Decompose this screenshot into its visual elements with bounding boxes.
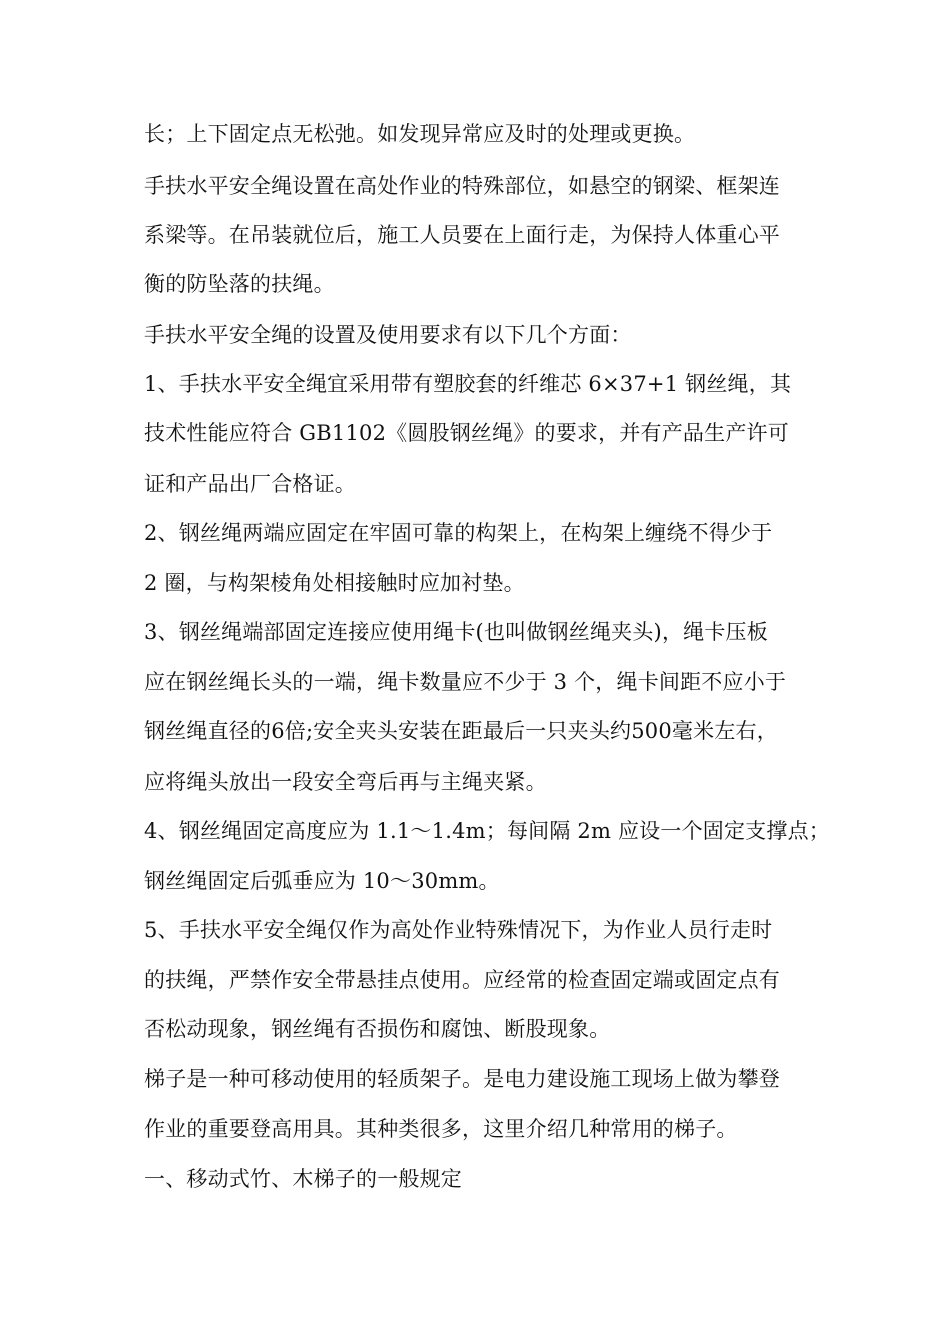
text-line: 5、手扶水平安全绳仅作为高处作业特殊情况下，为作业人员行走时 xyxy=(144,918,773,942)
text-line: 衡的防坠落的扶绳。 xyxy=(144,272,335,296)
text-line: 的扶绳，严禁作安全带悬挂点使用。应经常的检查固定端或固定点有 xyxy=(144,968,780,992)
text-line: 梯子是一种可移动使用的轻质架子。是电力建设施工现场上做为攀登 xyxy=(144,1067,780,1091)
text-line: 一、移动式竹、木梯子的一般规定 xyxy=(144,1167,462,1191)
text-line: 手扶水平安全绳的设置及使用要求有以下几个方面： xyxy=(144,323,632,347)
text-line: 3、钢丝绳端部固定连接应使用绳卡(也叫做钢丝绳夹头)，绳卡压板 xyxy=(144,620,768,644)
text-line: 钢丝绳直径的6倍;安全夹头安装在距最后一只夹头约500毫米左右， xyxy=(144,719,778,743)
text-line: 应在钢丝绳长头的一端，绳卡数量应不少于 3 个，绳卡间距不应小于 xyxy=(144,670,787,694)
text-line: 作业的重要登高用具。其种类很多，这里介绍几种常用的梯子。 xyxy=(144,1117,738,1141)
text-line: 技术性能应符合 GB1102《圆股钢丝绳》的要求，并有产品生产许可 xyxy=(144,421,789,445)
text-line: 1、手扶水平安全绳宜采用带有塑胶套的纤维芯 6×37+1 钢丝绳，其 xyxy=(144,372,792,396)
text-line: 系梁等。在吊装就位后，施工人员要在上面行走，为保持人体重心平 xyxy=(144,223,780,247)
text-line: 4、钢丝绳固定高度应为 1.1～1.4m；每间隔 2m 应设一个固定支撑点； xyxy=(144,819,830,843)
text-line: 钢丝绳固定后弧垂应为 10～30mm。 xyxy=(144,869,500,893)
text-line: 手扶水平安全绳设置在高处作业的特殊部位，如悬空的钢梁、框架连 xyxy=(144,174,780,198)
text-line: 应将绳头放出一段安全弯后再与主绳夹紧。 xyxy=(144,770,547,794)
text-line: 2 圈，与构架棱角处相接触时应加衬垫。 xyxy=(144,571,525,595)
text-line: 证和产品出厂合格证。 xyxy=(144,472,356,496)
text-line: 2、钢丝绳两端应固定在牢固可靠的构架上，在构架上缠绕不得少于 xyxy=(144,521,773,545)
text-line: 否松动现象，钢丝绳有否损伤和腐蚀、断股现象。 xyxy=(144,1017,611,1041)
text-line: 长；上下固定点无松弛。如发现异常应及时的处理或更换。 xyxy=(144,122,696,146)
